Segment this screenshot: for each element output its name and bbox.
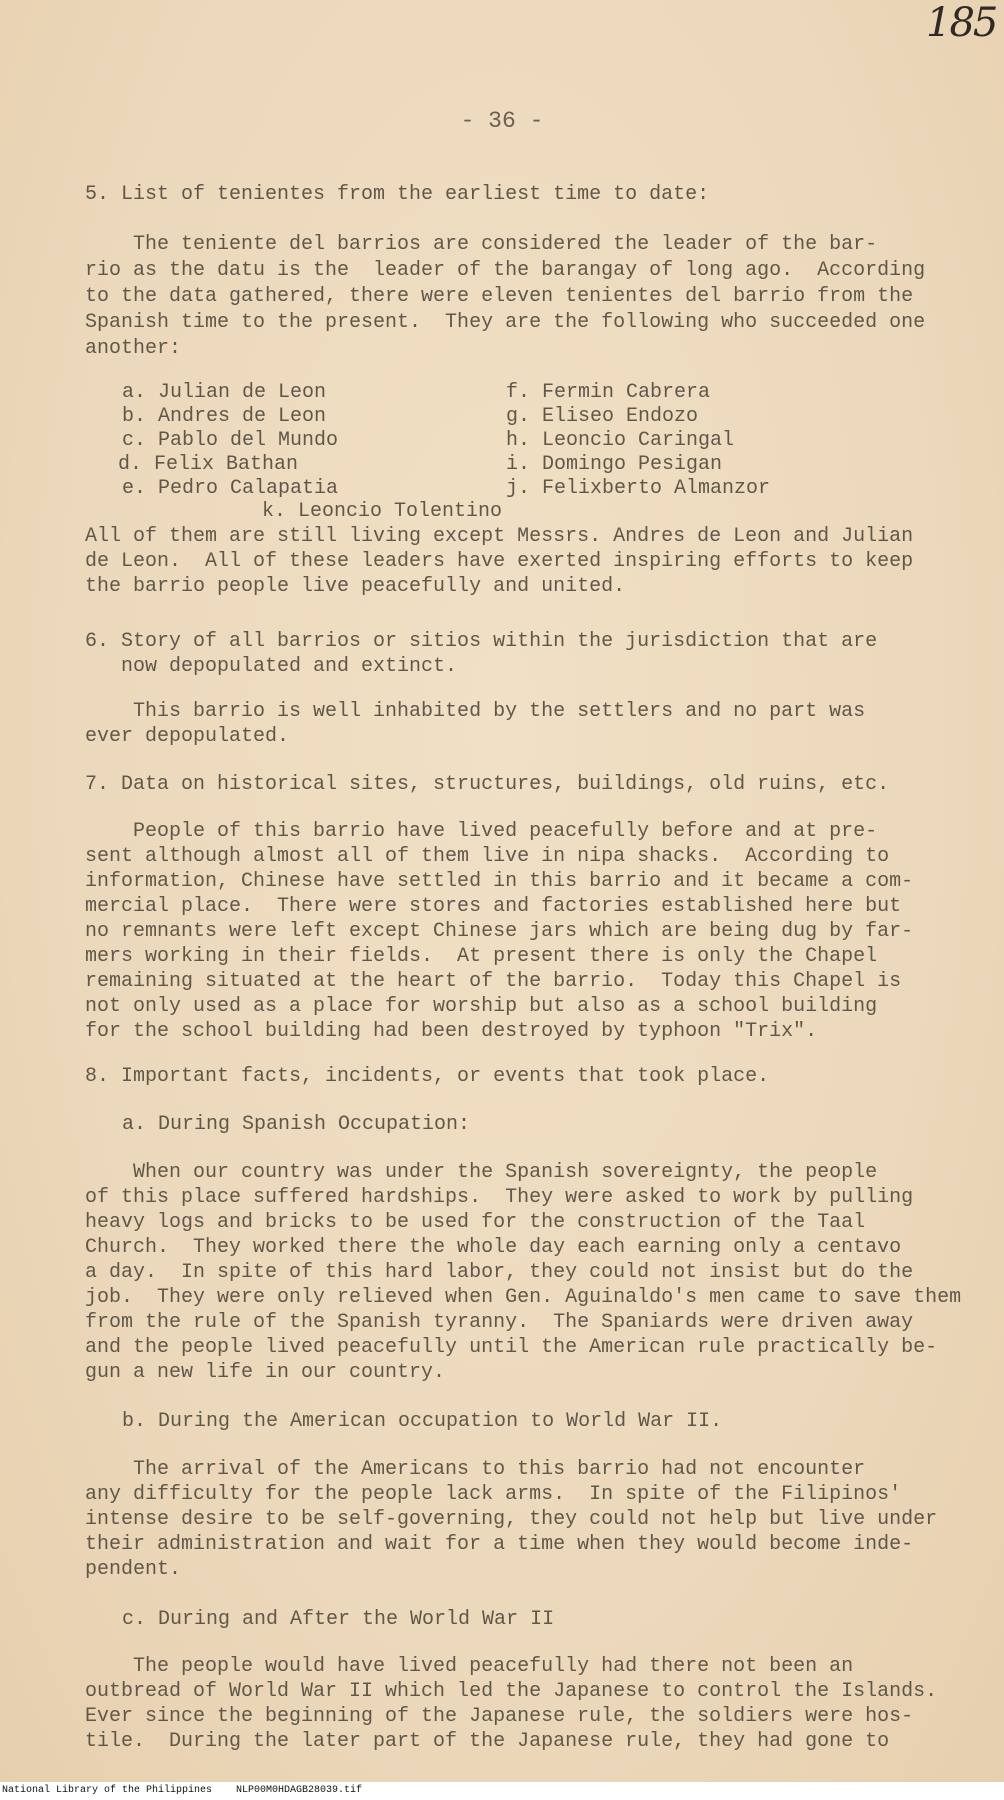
footer-caption: National Library of the Philippines NLP00M0HDAGB28039.tif [0,1782,1004,1800]
paragraph-line: sent although almost all of them live in nipa shacks. According to [85,845,890,868]
paragraph-line: When our country was under the Spanish sovereignty, the people [85,1161,878,1184]
paragraph-line: intense desire to be self-governing, they could not help but live under [85,1508,938,1531]
list-item: i. Domingo Pesigan [506,453,723,476]
paragraph-line: not only used as a place for worship but also as a school building [85,995,878,1018]
paragraph-line: The people would have lived peacefully had there not been an [85,1655,854,1678]
list-item: h. Leoncio Caringal [506,429,735,452]
paragraph-line: mers working in their fields. At present there is only the Chapel [85,945,878,968]
paragraph-line: heavy logs and bricks to be used for the construction of the Taal [85,1211,866,1234]
paragraph-line: The arrival of the Americans to this barrio had not encounter [85,1458,866,1481]
paragraph-line: People of this barrio have lived peacefully before and at pre- [85,820,878,843]
list-item: g. Eliseo Endozo [506,405,699,428]
paragraph-line: from the rule of the Spanish tyranny. The Spaniards were driven away [85,1311,914,1334]
section-heading: 7. Data on historical sites, structures, buildings, old ruins, etc. [85,773,890,796]
paragraph-line: of this place suffered hardships. They were asked to work by pulling [85,1186,914,1209]
section-heading: now depopulated and extinct. [85,655,458,678]
paragraph-line: Ever since the beginning of the Japanese rule, the soldiers were hos- [85,1705,914,1728]
list-item: c. Pablo del Mundo [122,429,339,452]
list-item: k. Leoncio Tolentino [262,500,503,523]
list-item: d. Felix Bathan [118,453,299,476]
section-heading: 5. List of tenientes from the earliest time to date: [85,183,710,206]
list-item: b. Andres de Leon [122,405,327,428]
paragraph-line: job. They were only relieved when Gen. Aguinaldo's men came to save them [85,1286,962,1309]
page-number: - 36 - [460,108,544,134]
paragraph-line: to the data gathered, there were eleven tenientes del barrio from the [85,285,914,308]
paragraph-line: their administration and wait for a time when they would become inde- [85,1533,914,1556]
paragraph-line: a day. In spite of this hard labor, they could not insist but do the [85,1261,914,1284]
paragraph-line: no remnants were left except Chinese jars which are being dug by far- [85,920,914,943]
paragraph-line: tile. During the later part of the Japanese rule, they had gone to [85,1730,890,1753]
paragraph-line: Church. They worked there the whole day each earning only a centavo [85,1236,902,1259]
subsection-heading: c. During and After the World War II [122,1608,555,1631]
paragraph-line: The teniente del barrios are considered the leader of the bar- [85,233,878,256]
paragraph-line: mercial place. There were stores and factories established here but [85,895,902,918]
list-item: j. Felixberto Almanzor [506,477,771,500]
paragraph-line: another: [85,337,182,360]
subsection-heading: a. During Spanish Occupation: [122,1113,471,1136]
paragraph-line: ever depopulated. [85,725,290,748]
paragraph-line: rio as the datu is the leader of the barangay of long ago. According [85,259,926,282]
paragraph-line: This barrio is well inhabited by the settlers and no part was [85,700,866,723]
paragraph-line: All of them are still living except Messrs. Andres de Leon and Julian [85,525,914,548]
list-item: a. Julian de Leon [122,381,327,404]
section-heading: 8. Important facts, incidents, or events that took place. [85,1065,770,1088]
paragraph-line: any difficulty for the people lack arms. In spite of the Filipinos' [85,1483,902,1506]
subsection-heading: b. During the American occupation to World War II. [122,1410,723,1433]
paragraph-line: for the school building had been destroyed by typhoon "Trix". [85,1020,818,1043]
list-item: e. Pedro Calapatia [122,477,339,500]
paragraph-line: outbread of World War II which led the Japanese to control the Islands. [85,1680,938,1703]
paragraph-line: information, Chinese have settled in this barrio and it became a com- [85,870,914,893]
paragraph-line: gun a new life in our country. [85,1361,446,1384]
paragraph-line: pendent. [85,1558,182,1581]
paragraph-line: and the people lived peacefully until the American rule practically be- [85,1336,938,1359]
list-item: f. Fermin Cabrera [506,381,711,404]
paragraph-line: Spanish time to the present. They are the following who succeeded one [85,311,926,334]
paragraph-line: de Leon. All of these leaders have exerted inspiring efforts to keep [85,550,914,573]
paragraph-line: remaining situated at the heart of the barrio. Today this Chapel is [85,970,902,993]
section-heading: 6. Story of all barrios or sitios within the jurisdiction that are [85,630,878,653]
paragraph-line: the barrio people live peacefully and united. [85,575,626,598]
handwritten-page-number: 185 [926,0,997,46]
